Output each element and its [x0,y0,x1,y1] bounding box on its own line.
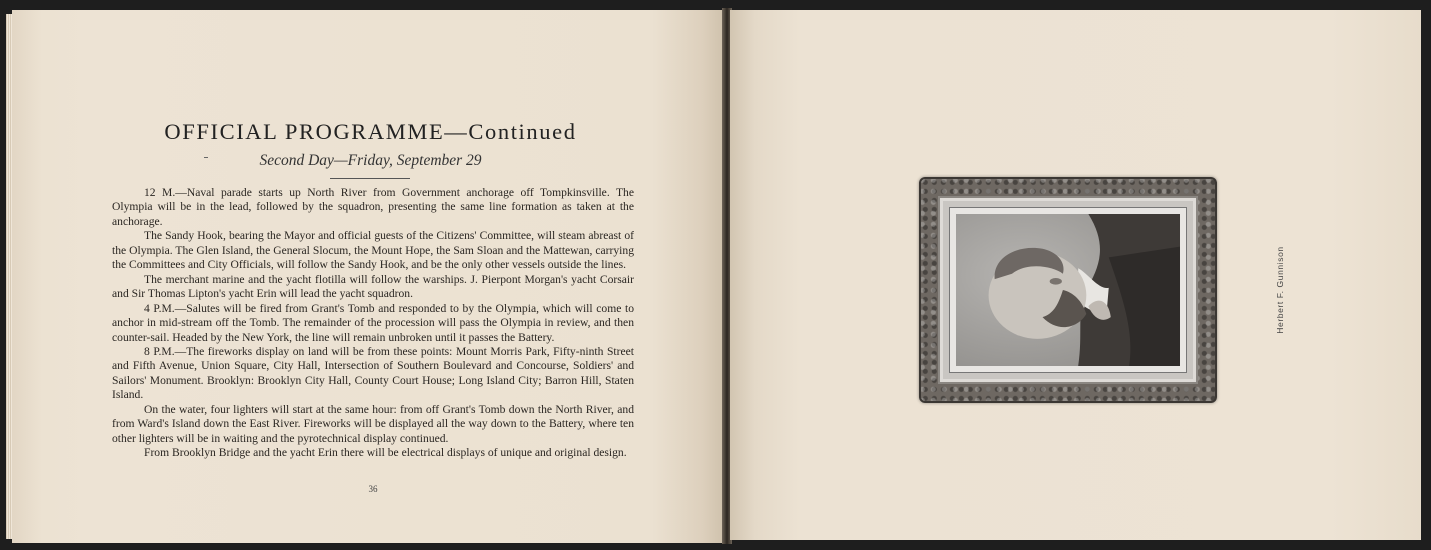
programme-text [112,186,634,461]
frame-inner-mat [950,208,1186,372]
portrait-caption [1271,240,1289,340]
portrait-photo [956,214,1180,366]
page-title: OFFICIAL PROGRAMME—Continued [164,119,577,144]
ornate-frame [919,177,1217,403]
paragraph: From Brooklyn Bridge and the yacht Erin there will be electrical displays of unique and original design. [144,446,627,460]
paragraph: 8 P.M.—The fireworks display on land will be from these points: Mount Morris Park, Fifty-ninth Street and Fifth Avenue, Union Square, City Hall, Intersection of Southern Boulevard and Concourse, Soldiers' and Sailors' Monument. Brooklyn: Brooklyn City Hall, County Court House; Long Island City; Barron Hill, Staten Island. [112,344,634,402]
paragraph: 12 M.—Naval parade starts up North River from Government anchorage off Tompkinsville. The Olympia will be in the lead, followed by the squadron, presenting the same line formation as taken at the anchorage. [112,186,634,228]
paragraph: On the water, four lighters will start at the same hour: from off Grant's Tomb down the North River, and from Ward's Island down the East River. Fireworks will be displayed all the way down to the Battery, where ten other lighters will be in waiting and the pyrotechnical display continued. [112,402,634,445]
paragraph: The merchant marine and the yacht flotilla will follow the warships. J. Pierpont Morgan's yacht Corsair and Sir Thomas Lipton's yacht Erin will lead the yacht squadron. [112,272,634,301]
frame-mat [940,198,1196,382]
page-number: 36 [368,484,378,494]
paragraph: The Sandy Hook, bearing the Mayor and official guests of the Citizens' Committee, will steam abreast of the Olympia. The Glen Island, the General Slocum, the Mount Hope, the Sam Sloan and the Mattewan, carrying the Committees and City Officials, will follow the Sandy Hook, and be the only other vessels outside the lines. [112,229,634,272]
page-subtitle: Second Day—Friday, September 29 [259,152,482,169]
portrait-image [956,214,1180,366]
title-rule [330,178,410,179]
paragraph: 4 P.M.—Salutes will be fired from Grant's Tomb and responded to by the Olympia, which will come to anchor in mid-stream off the Tomb. The remainder of the procession will pass the Olympia in review, and then counter-sail. Headed by the New York, the line will remain unbroken until it passes the Battery. [112,301,634,344]
caption-text: Herbert F. Gunnison [1275,246,1285,334]
